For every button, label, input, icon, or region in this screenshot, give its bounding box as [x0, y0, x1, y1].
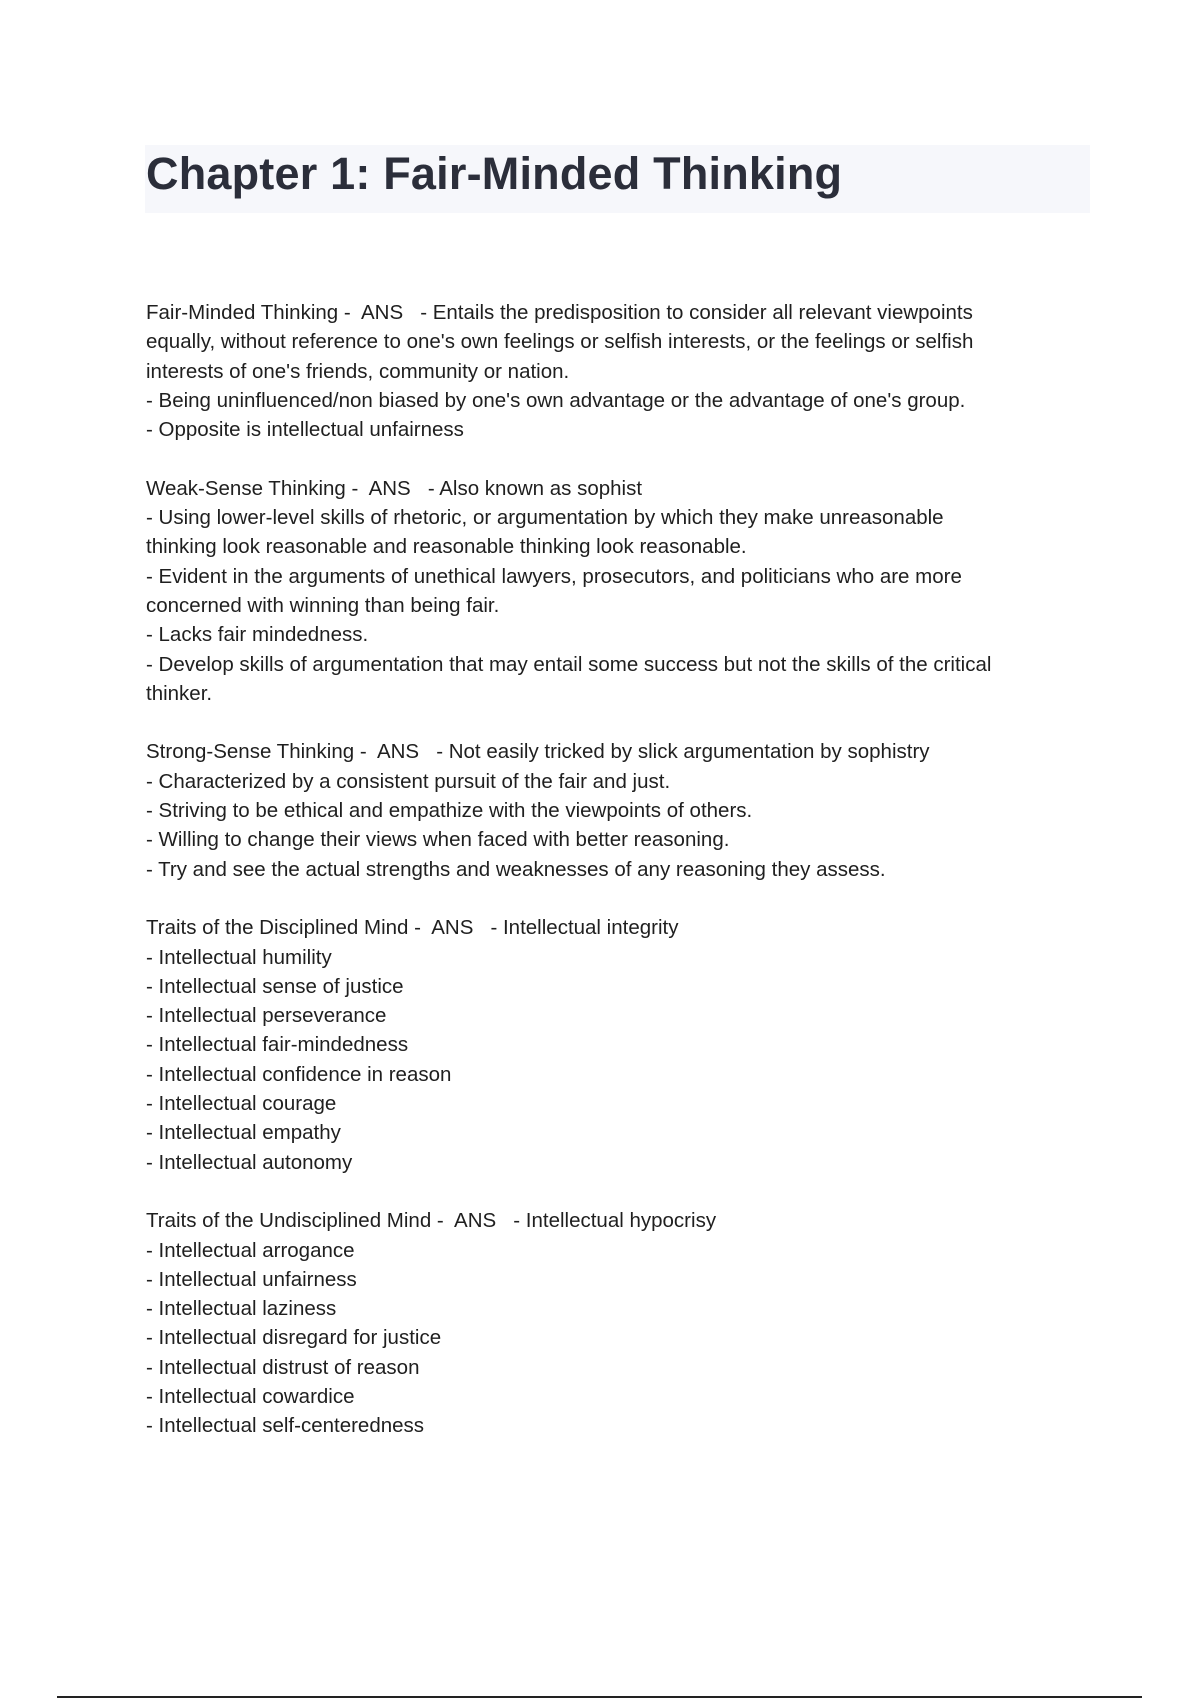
entry-term: Traits of the Disciplined Mind	[146, 916, 409, 940]
entry-term: Traits of the Undisciplined Mind	[146, 1209, 432, 1233]
entry-first-line	[146, 1206, 1096, 1235]
entry-answer-line: - Intellectual empathy	[146, 1121, 341, 1145]
entry-answer-start: Intellectual hypocrisy	[525, 1209, 717, 1233]
entry-answer-line: - Intellectual distrust of reason	[146, 1355, 420, 1379]
entry-first-line	[146, 913, 1096, 942]
entry-answer-start: Intellectual integrity	[502, 916, 679, 940]
entry-answer-marker: - ANS -	[345, 476, 440, 500]
entry-term: Fair-Minded Thinking	[146, 301, 339, 324]
entry-answer-line: - Characterized by a consistent pursuit of the fair and just.	[146, 769, 671, 793]
page-title: Chapter 1: Fair-Minded Thinking	[146, 148, 843, 199]
qa-entry	[146, 737, 1096, 883]
entry-answer-line: thinking look reasonable and reasonable thinking look reasonable.	[146, 535, 747, 559]
entry-answer-line: - Intellectual autonomy	[146, 1150, 353, 1174]
entry-answer-marker: - ANS -	[354, 740, 449, 764]
entry-answer-marker: - ANS -	[431, 1209, 526, 1233]
entry-answer-line: - Intellectual courage	[146, 1092, 337, 1116]
entry-answer-line: thinker.	[146, 681, 213, 705]
entry-answer-line: - Willing to change their views when faced with better reasoning.	[146, 828, 730, 852]
entry-answer-line: - Opposite is intellectual unfairness	[146, 418, 464, 442]
entry-answer-line: - Intellectual perseverance	[146, 1004, 387, 1028]
entry-answer-line: interests of one's friends, community or nation.	[146, 359, 570, 383]
entry-answer-start: Entails the predisposition to consider all relevant viewpoints	[432, 301, 973, 324]
entry-answer-line: equally, without reference to one's own feelings or selfish interests, or the feelings or selfish	[146, 330, 974, 354]
qa-entry	[146, 913, 1096, 1177]
entry-first-line	[146, 737, 1096, 766]
entry-answer-line: - Intellectual fair-mindedness	[146, 1033, 409, 1057]
entry-answer-line: - Using lower-level skills of rhetoric, or argumentation by which they make unreasonable	[146, 506, 944, 530]
entry-answer-line: - Intellectual humility	[146, 945, 332, 969]
entry-answer-start: Not easily tricked by slick argumentation by sophistry	[448, 740, 930, 764]
entry-answer-marker: - ANS -	[338, 301, 433, 324]
entry-first-line	[146, 298, 1096, 327]
entry-answer-line: - Intellectual arrogance	[146, 1238, 355, 1262]
entry-answer-start: Also known as sophist	[439, 476, 643, 500]
document-body	[146, 298, 1096, 1470]
entry-answer-line: - Being uninfluenced/non biased by one's own advantage or the advantage of one's group.	[146, 388, 966, 412]
entry-answer-line: - Evident in the arguments of unethical lawyers, prosecutors, and politicians who are more	[146, 564, 962, 588]
entry-answer-line: concerned with winning than being fair.	[146, 593, 500, 617]
entry-answer-line: - Intellectual confidence in reason	[146, 1062, 452, 1086]
entry-answer-line: - Try and see the actual strengths and weaknesses of any reasoning they assess.	[146, 857, 886, 881]
entry-answer-marker: - ANS -	[408, 916, 503, 940]
entry-first-line	[146, 474, 1096, 503]
entry-answer-line: - Intellectual sense of justice	[146, 974, 404, 998]
entry-term: Weak-Sense Thinking	[146, 476, 346, 500]
footer-divider	[57, 1696, 1142, 1698]
entry-answer-line: - Lacks fair mindedness.	[146, 623, 369, 647]
entry-term: Strong-Sense Thinking	[146, 740, 355, 764]
qa-entry	[146, 298, 1096, 444]
entry-answer-line: - Intellectual cowardice	[146, 1384, 355, 1408]
entry-answer-line: - Intellectual self-centeredness	[146, 1414, 425, 1438]
entry-answer-line: - Develop skills of argumentation that may entail some success but not the skills of the critical	[146, 652, 992, 676]
qa-entry	[146, 1206, 1096, 1440]
entry-answer-line: - Intellectual laziness	[146, 1297, 337, 1321]
entry-answer-line: - Intellectual unfairness	[146, 1267, 357, 1291]
entry-answer-line: - Intellectual disregard for justice	[146, 1326, 442, 1350]
entry-answer-line: - Striving to be ethical and empathize with the viewpoints of others.	[146, 799, 753, 823]
qa-entry	[146, 474, 1096, 708]
